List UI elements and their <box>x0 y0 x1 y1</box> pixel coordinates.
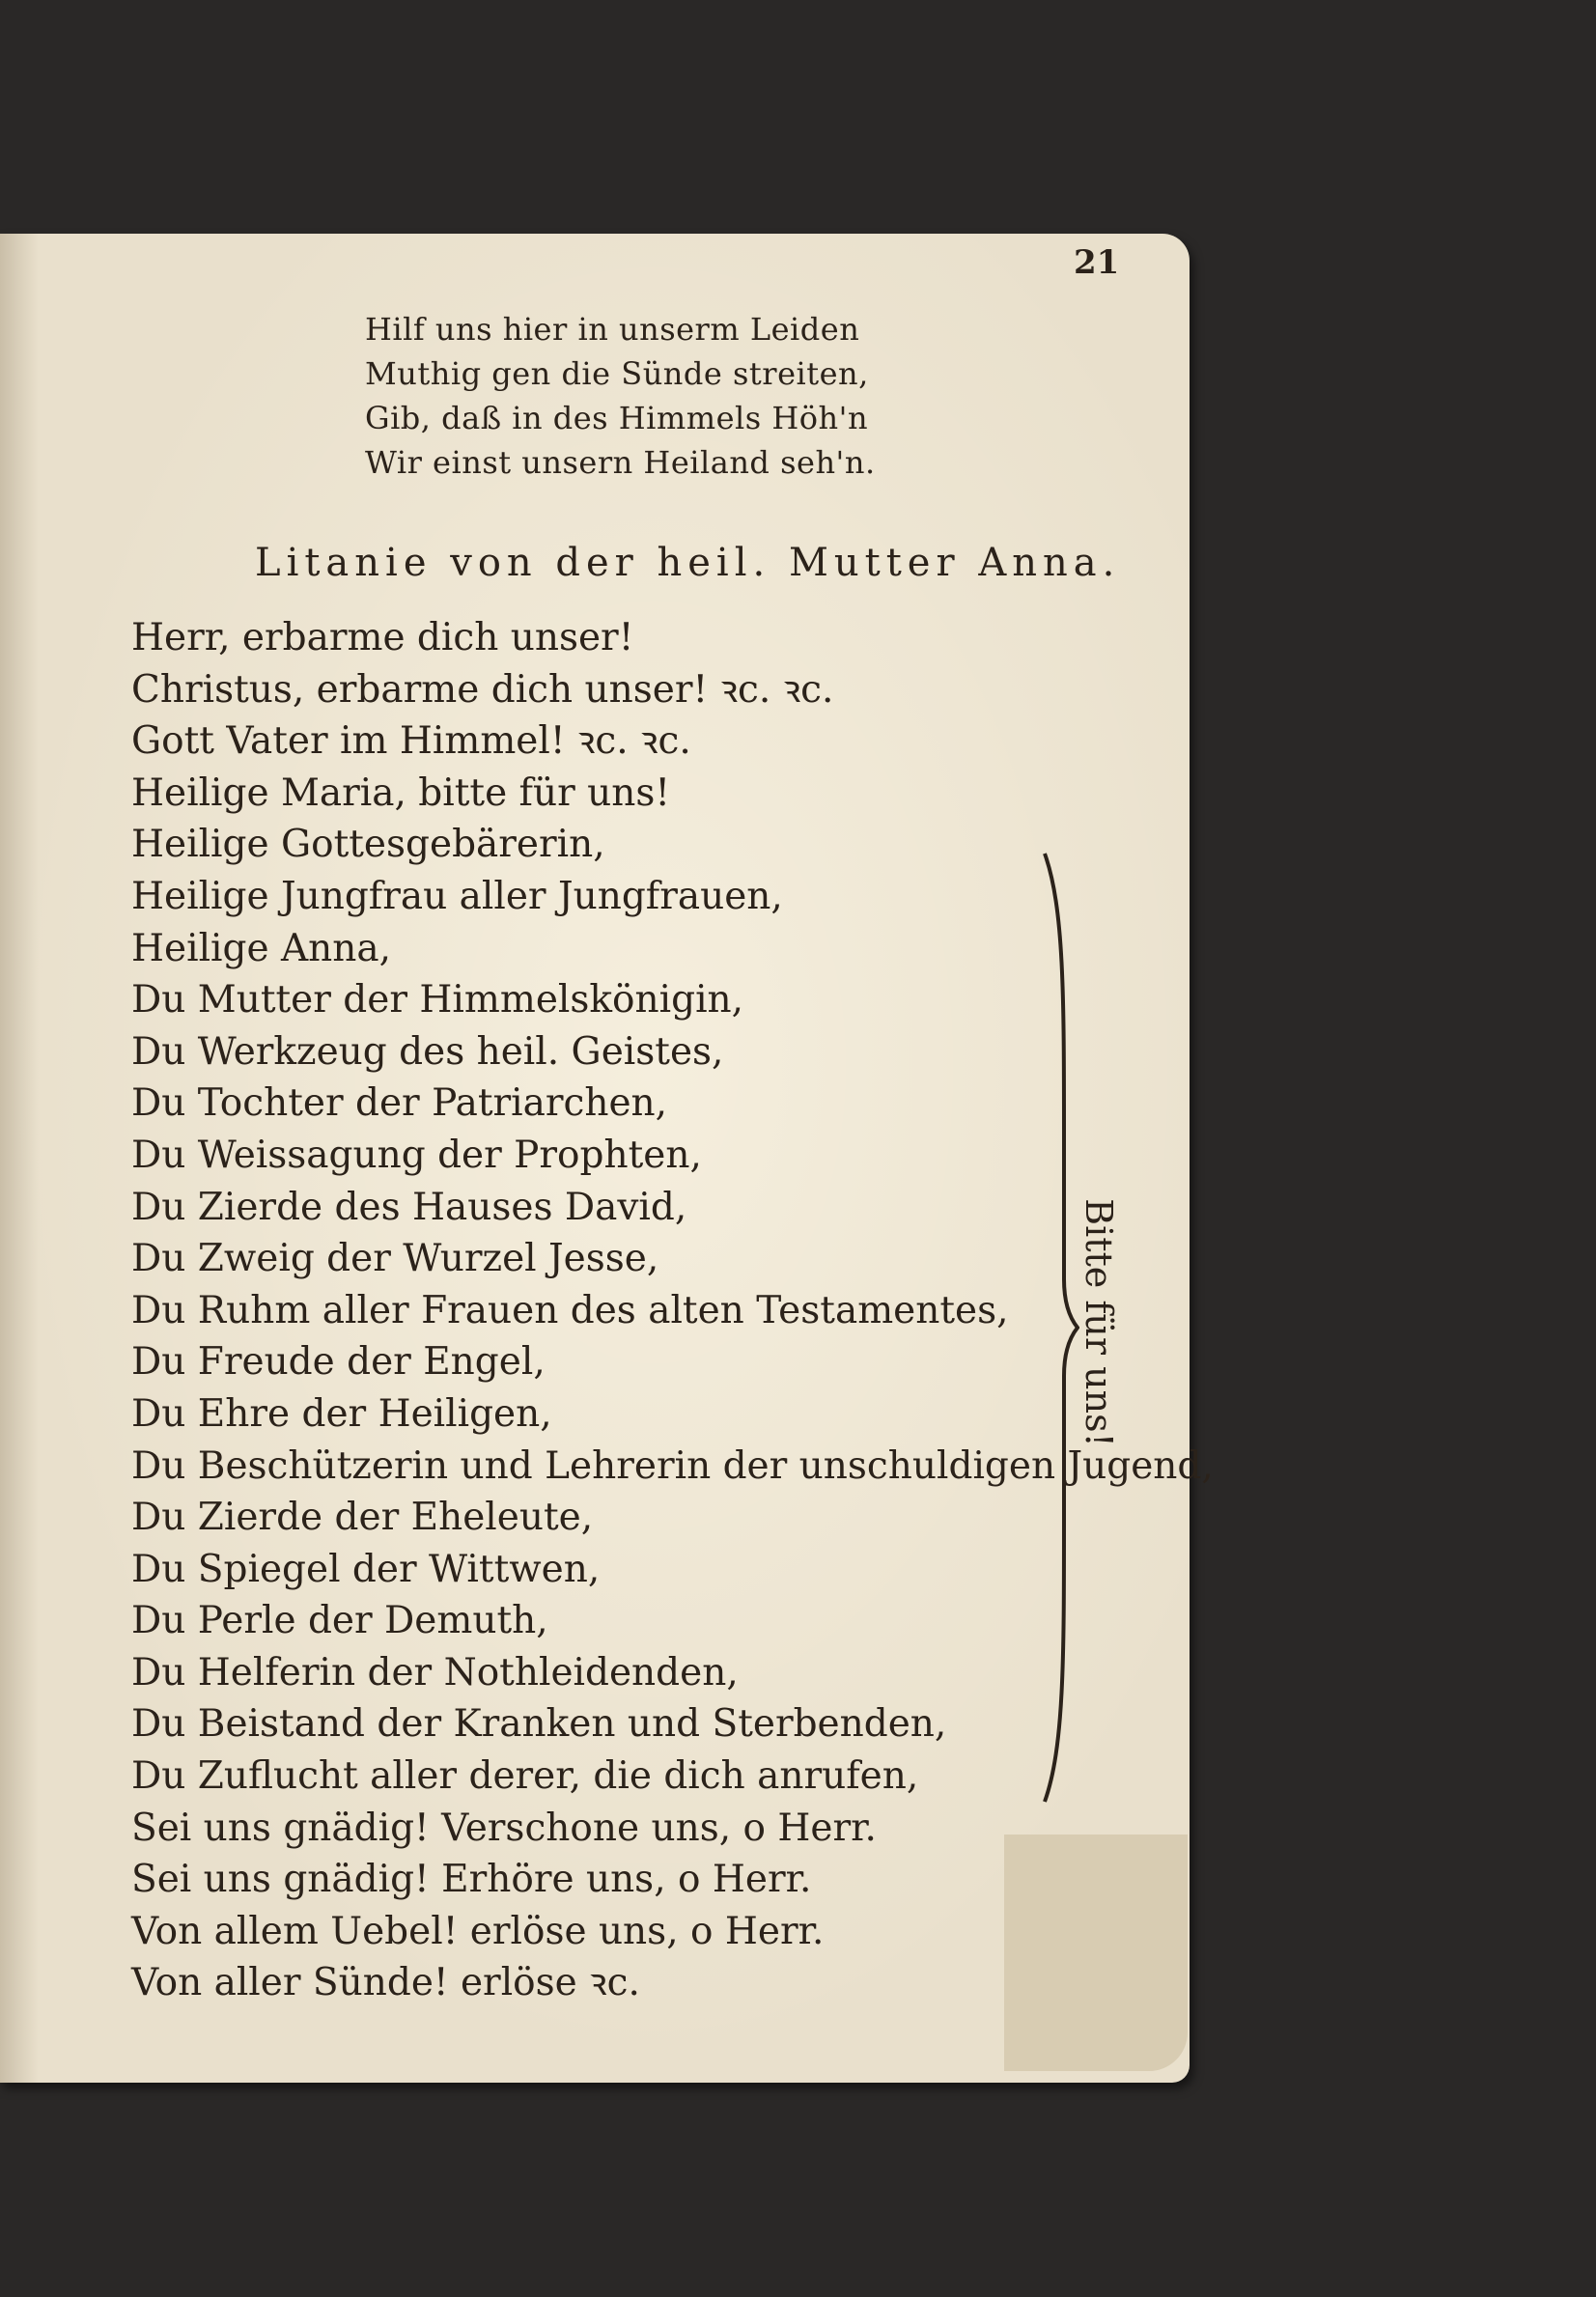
litany-line: Du Beschützerin und Lehrerin der unschuldigen Jugend, <box>131 1443 1214 1488</box>
litany-heading: Litanie von der heil. Mutter Anna. <box>255 541 1121 585</box>
litany-line: Du Beistand der Kranken und Sterbenden, <box>131 1702 947 1747</box>
litany-line: Von allem Uebel! erlöse uns, o Herr. <box>131 1909 825 1953</box>
litany-line: Du Ruhm aller Frauen des alten Testamentes, <box>131 1288 1009 1332</box>
litany-line: Herr, erbarme dich unser! <box>131 616 634 659</box>
litany-line: Sei uns gnädig! Erhöre uns, o Herr. <box>131 1858 812 1902</box>
litany-line: Du Zierde des Hauses David, <box>131 1185 687 1229</box>
litany-line: Du Weissagung der Prophten, <box>131 1133 702 1177</box>
litany-line: Gott Vater im Himmel! ꝛc. ꝛc. <box>131 719 691 764</box>
litany-line: Von aller Sünde! erlöse ꝛc. <box>131 1961 640 2005</box>
page-number: 21 <box>1074 243 1120 282</box>
verse-line: Wir einst unsern Heiland seh'n. <box>365 444 876 481</box>
litany-line: Du Freude der Engel, <box>131 1340 546 1385</box>
litany-line: Christus, erbarme dich unser! ꝛc. ꝛc. <box>131 667 834 712</box>
litany-line: Du Zweig der Wurzel Jesse, <box>131 1237 659 1281</box>
litany-lines <box>131 612 1214 2009</box>
litany-line: Du Tochter der Patriarchen, <box>131 1081 668 1126</box>
verse-line: Gib, daß in des Himmels Höh'n <box>365 400 869 436</box>
litany-line: Du Zuflucht aller derer, die dich anrufen, <box>131 1754 919 1799</box>
litany-line: Du Helferin der Nothleidenden, <box>131 1650 739 1695</box>
side-note <box>1070 1183 1128 1463</box>
litany-line: Du Spiegel der Wittwen, <box>131 1547 601 1591</box>
litany-line: Heilige Maria, bitte für uns! <box>131 770 671 815</box>
litany-line: Du Ehre der Heiligen, <box>131 1391 552 1436</box>
verse-line: Hilf uns hier in unserm Leiden <box>365 311 860 348</box>
side-note-text: Bitte für uns! <box>1078 1198 1120 1447</box>
litany-line: Du Zierde der Eheleute, <box>131 1496 594 1540</box>
litany-line: Du Werkzeug des heil. Geistes, <box>131 1029 724 1074</box>
litany-line: Heilige Jungfrau aller Jungfrauen, <box>131 874 783 918</box>
litany-line: Heilige Gottesgebärerin, <box>131 823 605 867</box>
litany-line: Du Perle der Demuth, <box>131 1599 548 1643</box>
litany-line: Sei uns gnädig! Verschone uns, o Herr. <box>131 1806 877 1850</box>
litany-line: Du Mutter der Himmelskönigin, <box>131 978 744 1022</box>
closing-verse <box>365 307 906 485</box>
litany-line: Heilige Anna, <box>131 926 392 970</box>
verse-line: Muthig gen die Sünde streiten, <box>365 355 869 392</box>
